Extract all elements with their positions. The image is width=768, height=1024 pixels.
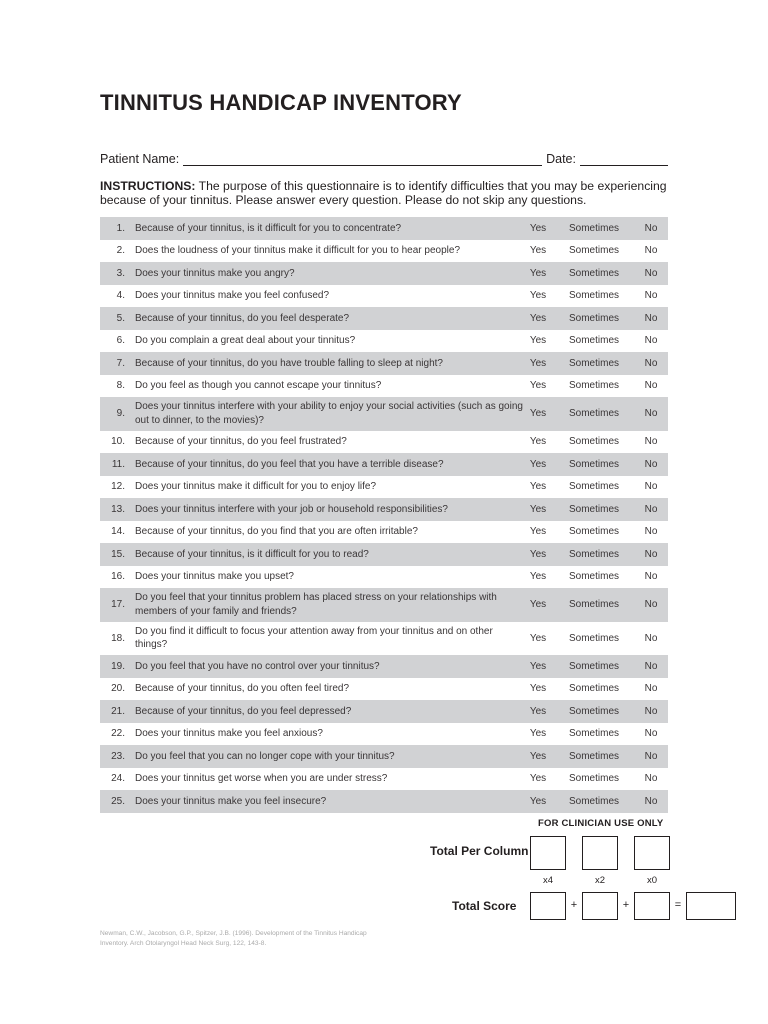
answer-sometimes-option[interactable]: Sometimes: [568, 357, 619, 369]
question-text: Does your tinnitus make you angry?: [135, 267, 295, 279]
question-text: Does your tinnitus make you feel anxious?: [135, 728, 323, 739]
question-row: [100, 217, 668, 240]
answer-yes-option[interactable]: Yes: [529, 526, 547, 538]
question-number: 8.: [116, 380, 125, 392]
question-row: [100, 678, 668, 701]
answer-yes-option[interactable]: Yes: [529, 380, 547, 392]
answer-sometimes-option[interactable]: Sometimes: [568, 632, 619, 644]
no-score-box[interactable]: [634, 892, 670, 920]
answer-no-option[interactable]: No: [644, 458, 658, 470]
page-title: TINNITUS HANDICAP INVENTORY: [100, 90, 462, 115]
answer-sometimes-option[interactable]: Sometimes: [568, 503, 619, 515]
question-number: 7.: [116, 357, 125, 369]
answer-no-option[interactable]: No: [644, 503, 658, 515]
answer-no-option[interactable]: No: [644, 660, 658, 672]
question-number: 16.: [111, 571, 125, 583]
answer-sometimes-option[interactable]: Sometimes: [568, 436, 619, 448]
answer-sometimes-option[interactable]: Sometimes: [568, 380, 619, 392]
answer-yes-option[interactable]: Yes: [529, 267, 547, 279]
question-text: Because of your tinnitus, do you feel depressed?: [135, 705, 352, 717]
yes-column-total-box[interactable]: [530, 836, 566, 870]
answer-sometimes-option[interactable]: Sometimes: [568, 526, 619, 538]
instructions: [100, 179, 668, 207]
answer-no-option[interactable]: No: [644, 548, 658, 560]
question-number: 25.: [111, 795, 125, 807]
question-row: [100, 543, 668, 566]
answer-sometimes-option[interactable]: Sometimes: [568, 267, 619, 279]
answer-no-option[interactable]: No: [644, 481, 658, 493]
answer-no-option[interactable]: No: [644, 795, 658, 807]
question-text: Does your tinnitus interfere with your ability to enjoy your social activities (such as going out to dinner, to the movies)?: [135, 401, 523, 426]
answer-no-option[interactable]: No: [644, 267, 658, 279]
answer-sometimes-option[interactable]: Sometimes: [568, 245, 619, 257]
question-row: [100, 498, 668, 521]
question-text: Because of your tinnitus, do you find that you are often irritable?: [135, 526, 418, 537]
answer-yes-option[interactable]: Yes: [529, 660, 547, 672]
question-number: 3.: [116, 267, 125, 279]
answer-sometimes-option[interactable]: Sometimes: [568, 795, 619, 807]
answer-yes-option[interactable]: Yes: [529, 408, 547, 420]
question-text: Do you complain a great deal about your tinnitus?: [135, 335, 356, 346]
answer-yes-option[interactable]: Yes: [529, 795, 547, 807]
answer-sometimes-option[interactable]: Sometimes: [568, 599, 619, 611]
question-row: [100, 476, 668, 499]
question-text: Does your tinnitus get worse when you are under stress?: [135, 773, 388, 784]
question-number: 18.: [111, 632, 125, 644]
question-text: Do you feel that you can no longer cope with your tinnitus?: [135, 750, 395, 762]
answer-no-option[interactable]: No: [644, 632, 658, 644]
question-row: [100, 745, 668, 768]
answer-no-option[interactable]: No: [644, 245, 658, 257]
answer-sometimes-option[interactable]: Sometimes: [568, 335, 619, 347]
question-row: [100, 352, 668, 375]
answer-yes-option[interactable]: Yes: [529, 503, 547, 515]
question-number: 6.: [116, 335, 125, 347]
answer-sometimes-option[interactable]: Sometimes: [568, 683, 619, 695]
answer-no-option[interactable]: No: [644, 222, 658, 234]
question-number: 14.: [111, 526, 125, 538]
answer-yes-option[interactable]: Yes: [529, 290, 547, 302]
answer-yes-option[interactable]: Yes: [529, 458, 547, 470]
question-text: Because of your tinnitus, do you feel desperate?: [135, 312, 350, 324]
answer-yes-option[interactable]: Yes: [529, 481, 547, 493]
question-text: Because of your tinnitus, do you have trouble falling to sleep at night?: [135, 357, 443, 369]
question-number: 12.: [111, 481, 125, 493]
answer-yes-option[interactable]: Yes: [529, 632, 547, 644]
answer-yes-option[interactable]: Yes: [529, 245, 547, 257]
answer-yes-option[interactable]: Yes: [529, 312, 547, 324]
question-row: [100, 397, 668, 431]
total-score-label: Total Score: [452, 899, 517, 913]
question-number: 13.: [111, 503, 125, 515]
question-row: [100, 453, 668, 476]
answer-no-option[interactable]: No: [644, 773, 658, 785]
patient-info-line: [100, 150, 668, 166]
question-text: Because of your tinnitus, is it difficult for you to read?: [135, 548, 369, 560]
question-text: Do you feel as though you cannot escape your tinnitus?: [135, 380, 382, 391]
question-row: [100, 566, 668, 589]
no-multiplier: x0: [646, 875, 658, 886]
answer-sometimes-option[interactable]: Sometimes: [568, 571, 619, 583]
answer-sometimes-option[interactable]: Sometimes: [568, 548, 619, 560]
question-row: [100, 375, 668, 398]
answer-no-option[interactable]: No: [644, 408, 658, 420]
answer-no-option[interactable]: No: [644, 728, 658, 740]
answer-sometimes-option[interactable]: Sometimes: [568, 458, 619, 470]
answer-sometimes-option[interactable]: Sometimes: [568, 660, 619, 672]
question-number: 4.: [116, 290, 125, 302]
question-number: 21.: [111, 705, 125, 717]
answer-no-option[interactable]: No: [644, 599, 658, 611]
answer-no-option[interactable]: No: [644, 526, 658, 538]
question-text: Does your tinnitus make it difficult for you to enjoy life?: [135, 481, 377, 492]
question-number: 5.: [116, 312, 125, 324]
question-number: 15.: [111, 548, 125, 560]
question-row: [100, 723, 668, 746]
answer-sometimes-option[interactable]: Sometimes: [568, 728, 619, 740]
yes-score-box[interactable]: [530, 892, 566, 920]
question-text: Because of your tinnitus, do you feel frustrated?: [135, 436, 347, 447]
plus-sign: +: [622, 899, 630, 911]
answer-no-option[interactable]: No: [644, 357, 658, 369]
answer-no-option[interactable]: No: [644, 705, 658, 717]
question-row: [100, 262, 668, 285]
answer-sometimes-option[interactable]: Sometimes: [568, 312, 619, 324]
question-table: [100, 217, 668, 813]
date-label: Date:: [546, 152, 576, 166]
answer-yes-option[interactable]: Yes: [529, 683, 547, 695]
answer-sometimes-option[interactable]: Sometimes: [568, 773, 619, 785]
answer-sometimes-option[interactable]: Sometimes: [568, 408, 619, 420]
equals-sign: =: [674, 899, 682, 911]
answer-no-option[interactable]: No: [644, 335, 658, 347]
answer-no-option[interactable]: No: [644, 436, 658, 448]
instructions-lead: INSTRUCTIONS:: [100, 179, 196, 193]
total-per-column-label: Total Per Column: [430, 844, 529, 858]
no-column-total-box[interactable]: [634, 836, 670, 870]
answer-yes-option[interactable]: Yes: [529, 222, 547, 234]
answer-no-option[interactable]: No: [644, 312, 658, 324]
answer-yes-option[interactable]: Yes: [529, 705, 547, 717]
question-number: 23.: [111, 750, 125, 762]
question-row: [100, 655, 668, 678]
question-text: Does your tinnitus make you upset?: [135, 571, 294, 582]
citation: Newman, C.W., Jacobson, G.P., Spitzer, J.B. (1996). Development of the Tinnitus Handicap Inventory. Arch Otolaryngol Head Neck Surg, 122, 143-8.: [100, 930, 367, 947]
patient-name-label: Patient Name:: [100, 152, 180, 166]
question-text: Because of your tinnitus, is it difficult for you to concentrate?: [135, 222, 402, 234]
question-number: 20.: [111, 683, 125, 695]
question-number: 19.: [111, 660, 125, 672]
question-number: 22.: [111, 728, 125, 740]
question-number: 24.: [111, 773, 125, 785]
sometimes-multiplier: x2: [594, 875, 606, 886]
question-row: [100, 588, 668, 622]
answer-sometimes-option[interactable]: Sometimes: [568, 481, 619, 493]
answer-no-option[interactable]: No: [644, 750, 658, 762]
answer-sometimes-option[interactable]: Sometimes: [568, 290, 619, 302]
question-number: 9.: [116, 408, 125, 420]
answer-yes-option[interactable]: Yes: [529, 357, 547, 369]
answer-yes-option[interactable]: Yes: [529, 436, 547, 448]
question-row: [100, 521, 668, 544]
answer-yes-option[interactable]: Yes: [529, 335, 547, 347]
question-row: [100, 240, 668, 263]
question-row: [100, 307, 668, 330]
answer-yes-option[interactable]: Yes: [529, 548, 547, 560]
total-score-box[interactable]: [686, 892, 736, 920]
answer-sometimes-option[interactable]: Sometimes: [568, 222, 619, 234]
answer-yes-option[interactable]: Yes: [529, 728, 547, 740]
question-number: 10.: [111, 436, 125, 448]
answer-no-option[interactable]: No: [644, 290, 658, 302]
question-row: [100, 622, 668, 656]
answer-yes-option[interactable]: Yes: [529, 599, 547, 611]
question-text: Do you find it difficult to focus your attention away from your tinnitus and on other things?: [135, 625, 493, 651]
sometimes-column-total-box[interactable]: [582, 836, 618, 870]
answer-sometimes-option[interactable]: Sometimes: [568, 705, 619, 717]
question-row: [100, 431, 668, 454]
question-number: 11.: [111, 458, 125, 470]
question-text: Because of your tinnitus, do you often feel tired?: [135, 683, 350, 694]
question-text: Does the loudness of your tinnitus make it difficult for you to hear people?: [135, 245, 461, 256]
instructions-text: The purpose of this questionnaire is to identify difficulties that you may be experiencing because of your tinnitus. Please answer every question. Please do not skip any questions.: [100, 179, 667, 207]
question-text: Does your tinnitus interfere with your job or household responsibilities?: [135, 503, 448, 515]
question-text: Does your tinnitus make you feel confused?: [135, 290, 329, 301]
question-text: Does your tinnitus make you feel insecure?: [135, 795, 327, 807]
plus-sign: +: [570, 899, 578, 911]
yes-multiplier: x4: [542, 875, 554, 886]
patient-name-field[interactable]: [183, 152, 542, 166]
answer-no-option[interactable]: No: [644, 571, 658, 583]
question-number: 1.: [116, 222, 125, 234]
answer-yes-option[interactable]: Yes: [529, 773, 547, 785]
question-row: [100, 285, 668, 308]
answer-yes-option[interactable]: Yes: [529, 750, 547, 762]
answer-yes-option[interactable]: Yes: [529, 571, 547, 583]
question-number: 17.: [111, 599, 125, 611]
question-number: 2.: [116, 245, 125, 257]
answer-sometimes-option[interactable]: Sometimes: [568, 750, 619, 762]
question-row: [100, 330, 668, 353]
question-text: Do you feel that your tinnitus problem has placed stress on your relationships with members of your family and friends?: [135, 592, 497, 617]
question-row: [100, 700, 668, 723]
answer-no-option[interactable]: No: [644, 380, 658, 392]
date-field[interactable]: [580, 152, 668, 166]
sometimes-score-box[interactable]: [582, 892, 618, 920]
answer-no-option[interactable]: No: [644, 683, 658, 695]
question-row: [100, 790, 668, 813]
clinician-use-title: FOR CLINICIAN USE ONLY: [538, 818, 664, 829]
question-row: [100, 768, 668, 791]
question-text: Because of your tinnitus, do you feel that you have a terrible disease?: [135, 458, 444, 470]
question-text: Do you feel that you have no control over your tinnitus?: [135, 660, 380, 672]
